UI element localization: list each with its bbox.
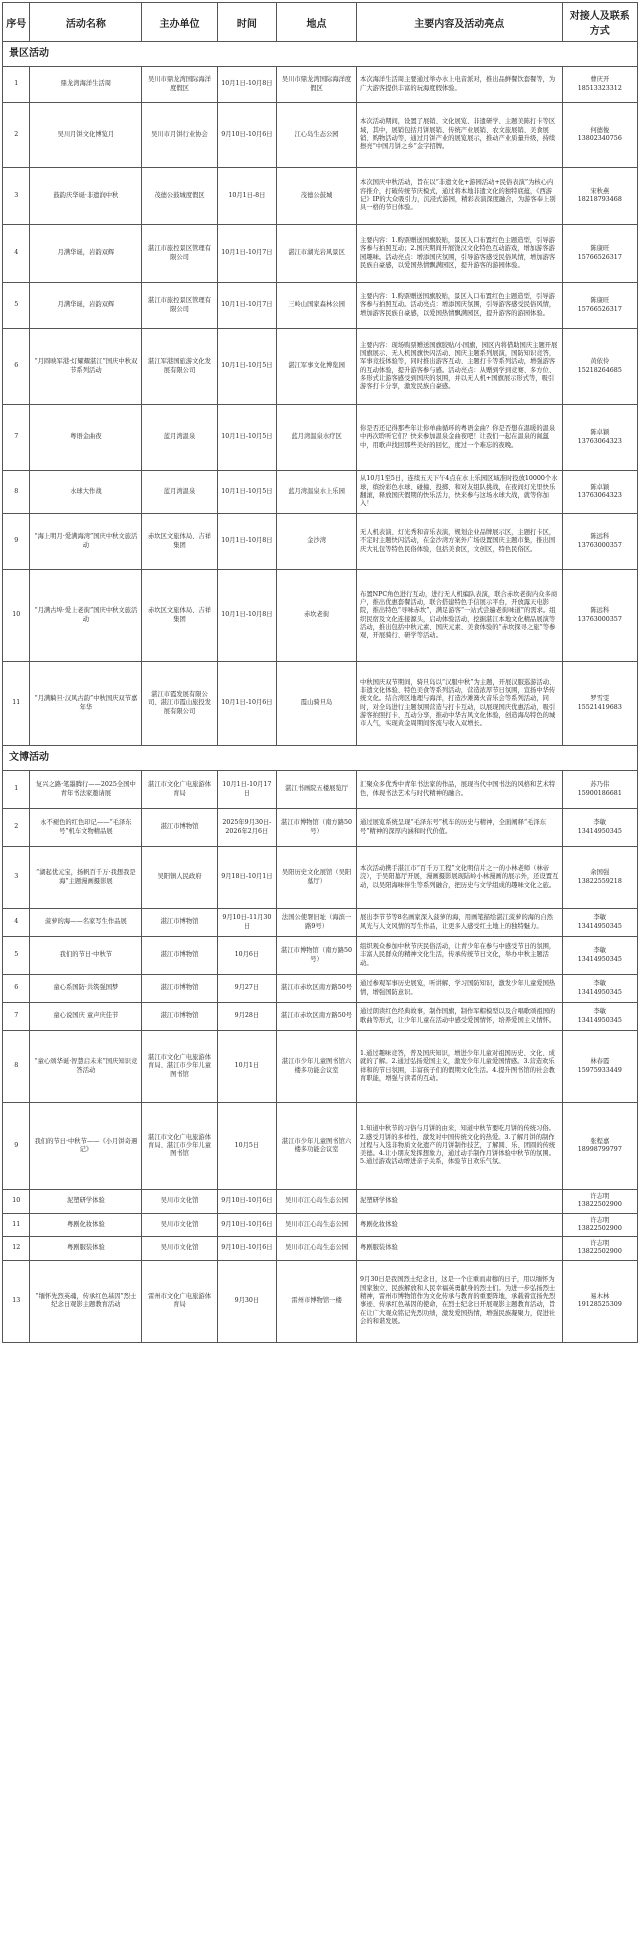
cell-organizer: 湛江市旅控景区管理有限公司 bbox=[142, 283, 217, 329]
contact-phone: 13414950345 bbox=[577, 955, 622, 963]
contact-phone: 13763000357 bbox=[577, 541, 622, 549]
contact-phone: 13822502900 bbox=[577, 1248, 622, 1256]
table-row bbox=[3, 67, 638, 103]
cell-place: 吴川市鼎龙湾国际海洋度假区 bbox=[277, 67, 357, 103]
cell-no: 11 bbox=[3, 1213, 30, 1237]
contact-phone: 13414950345 bbox=[577, 827, 622, 835]
table-row bbox=[3, 471, 638, 514]
contact-name: 苏乃伟 bbox=[590, 781, 610, 789]
contact-name: 曹庆开 bbox=[590, 76, 610, 84]
cell-content: 通过参观军事历史展览，听讲解、学习国防知识，激发少年儿童爱国热情，增强国防意识。 bbox=[357, 975, 563, 1003]
cell-activity-name: 我们的节日·中秋节 bbox=[30, 937, 142, 975]
cell-content: 通过展览系统呈现“毛泽东号”机车的历史与精神，全面阐释“毛泽东号”精神的深厚内涵和时代价值。 bbox=[357, 809, 563, 847]
cell-organizer: 湛江军港国旅游文化发展有限公司 bbox=[142, 329, 217, 405]
contact-phone: 15218264685 bbox=[577, 366, 622, 374]
cell-contact bbox=[562, 471, 637, 514]
cell-organizer: 湛江市博物馆 bbox=[142, 909, 217, 937]
table-header-row bbox=[3, 3, 638, 42]
contact-phone: 13763000357 bbox=[577, 615, 622, 623]
table-row bbox=[3, 570, 638, 662]
cell-contact bbox=[562, 1103, 637, 1190]
contact-name: 易木林 bbox=[590, 1292, 610, 1300]
contact-phone: 15900186681 bbox=[577, 789, 622, 797]
contact-name: 李敏 bbox=[593, 914, 607, 922]
cell-content: 泥塑研学体验 bbox=[357, 1190, 563, 1214]
section-header bbox=[3, 746, 638, 771]
cell-contact bbox=[562, 975, 637, 1003]
section-title: 文博活动 bbox=[3, 746, 638, 771]
cell-content: 展出李节节等8名画家深入菠萝的海，用画笔描绘湛江菠萝的海的自然风光与人文风情的写生作品，让更多人感受红土地上的独特魅力。 bbox=[357, 909, 563, 937]
cell-no: 9 bbox=[3, 1103, 30, 1190]
contact-name: 陈康旺 bbox=[590, 245, 610, 253]
cell-contact bbox=[562, 103, 637, 168]
cell-activity-name: 童心说国庆 童声庆佳节 bbox=[30, 1003, 142, 1031]
cell-no: 9 bbox=[3, 514, 30, 570]
contact-phone: 13414950345 bbox=[577, 1016, 622, 1024]
contact-phone: 15766526317 bbox=[577, 253, 622, 261]
contact-name: 何德俊 bbox=[590, 126, 610, 134]
cell-time: 10月1日 bbox=[217, 1031, 276, 1103]
cell-time: 10月1日-10月6日 bbox=[217, 662, 276, 746]
cell-time: 10月1日-10月5日 bbox=[217, 471, 276, 514]
cell-place: 蓝月湾温泉水疗区 bbox=[277, 405, 357, 471]
table-row bbox=[3, 283, 638, 329]
cell-place: 金沙湾 bbox=[277, 514, 357, 570]
cell-content: 中秋国庆双节期间，骑旦岛以“汉服中秋”为主题，开展汉服巡游活动、非遗文化体验、特色美食等系列活动，营造浓厚节日氛围，宣扬中华传统文化。结合湾区地理与海洋，打造沙滩篝火音乐会等系列活动，同时，对全岛进行主题氛围营造与打卡互动，以展现国庆优惠活动，吸引游客拍照打卡、互动分享，推动中华古风文化体验，创造海岛特色的城市人气，实现黄金周期间客流与收入双增长。 bbox=[357, 662, 563, 746]
cell-organizer: 赤坎区文旅体局、吉祥集团 bbox=[142, 514, 217, 570]
header-no: 序号 bbox=[3, 3, 30, 42]
contact-name: 余国强 bbox=[590, 869, 610, 877]
cell-activity-name: 月满华诞，岩韵双辉 bbox=[30, 225, 142, 283]
contact-name: 许志明 bbox=[590, 1240, 610, 1248]
contact-phone: 15521419683 bbox=[577, 703, 622, 711]
contact-phone: 13763064323 bbox=[577, 437, 622, 445]
cell-organizer: 湛江市博物馆 bbox=[142, 937, 217, 975]
cell-activity-name: 吴川月饼文化博览月 bbox=[30, 103, 142, 168]
cell-organizer: 湛江市文化广电旅游体育局、湛江市少年儿童图书馆 bbox=[142, 1103, 217, 1190]
cell-no: 12 bbox=[3, 1237, 30, 1261]
cell-time: 10月1日-10月7日 bbox=[217, 283, 276, 329]
cell-time: 9月10日-10月6日 bbox=[217, 103, 276, 168]
cell-content: 本次海洋生活周主要通过举办水上电音派对，推出品鲜餐饮套餐等，为广大游客提供丰富的玩海度假体验。 bbox=[357, 67, 563, 103]
cell-time: 9月10日-10月6日 bbox=[217, 1237, 276, 1261]
cell-organizer: 吴川市文化馆 bbox=[142, 1190, 217, 1214]
contact-phone: 13763064323 bbox=[577, 492, 622, 499]
cell-contact bbox=[562, 405, 637, 471]
cell-activity-name: “海上明月·爱满海湾”国庆中秋文旅活动 bbox=[30, 514, 142, 570]
table-row bbox=[3, 329, 638, 405]
cell-no: 6 bbox=[3, 329, 30, 405]
contact-name: 陈卓颖 bbox=[590, 429, 610, 437]
cell-organizer: 雷州市文化广电旅游体育局 bbox=[142, 1260, 217, 1342]
cell-activity-name: 粤剧服装体验 bbox=[30, 1237, 142, 1261]
cell-content: 无人机表演、灯光秀和音乐表演，规划企业品牌展示区，主题打卡区，不定时主题快闪活动，在金沙湾方案外广场设置国庆主题市集，推出国庆大礼包等特色民俗体验，包括美食区，文创区，特色民俗区。 bbox=[357, 514, 563, 570]
contact-phone: 18998799797 bbox=[577, 1146, 622, 1153]
contact-name: 许志明 bbox=[590, 1216, 610, 1224]
cell-time: 10月1日-10月8日 bbox=[217, 570, 276, 662]
cell-organizer: 吴阳镇人民政府 bbox=[142, 847, 217, 909]
cell-no: 2 bbox=[3, 809, 30, 847]
cell-contact bbox=[562, 329, 637, 405]
activity-table bbox=[2, 2, 638, 1343]
cell-place: 湛江军事文化博览园 bbox=[277, 329, 357, 405]
cell-place: 湛江市博物馆（南方路50号） bbox=[277, 937, 357, 975]
table-row bbox=[3, 514, 638, 570]
cell-no: 7 bbox=[3, 1003, 30, 1031]
cell-contact bbox=[562, 168, 637, 225]
cell-organizer: 湛江市霞发展有限公司、湛江市霞山旅投发展有限公司 bbox=[142, 662, 217, 746]
cell-time: 9月30日 bbox=[217, 1260, 276, 1342]
cell-content: 9月30日是我国烈士纪念日，这是一个庄重而肃穆的日子，用以缅怀为国家独立、民族解放和人民幸福英勇献身的烈士们。为进一步弘扬烈士精神，雷州市博物馆作为文化传承与教育的重要阵地，承载着宣扬先烈事迹、传承红色基因的使命，在烈士纪念日开展观影主题教育活动，旨在让广大观众铭记先烈功绩，激发爱国热情，增强民族凝聚力，促进社会的和谐发展。 bbox=[357, 1260, 563, 1342]
contact-phone: 15975933449 bbox=[577, 1066, 622, 1074]
cell-no: 5 bbox=[3, 283, 30, 329]
contact-name: 陈卓颖 bbox=[590, 483, 610, 491]
cell-no: 6 bbox=[3, 975, 30, 1003]
cell-organizer: 吴川市文化馆 bbox=[142, 1237, 217, 1261]
cell-content: 主要内容：1.购票赠送国旗胶贴，景区入口布置红色主题造型，引导游客参与拍照互动。活动亮点：增添国庆氛围，引导游客感受民俗风情，增加游客民族自豪感，以爱国热情飘满园区，提升游客的游园体验。 bbox=[357, 283, 563, 329]
cell-content: 粤剧化妆体验 bbox=[357, 1213, 563, 1237]
contact-phone: 13822502900 bbox=[577, 1224, 622, 1232]
cell-time: 10月1日-10月8日 bbox=[217, 67, 276, 103]
table-row bbox=[3, 225, 638, 283]
cell-content: 主要内容：现场购票赠送国旗胶贴/小国旗，园区内将借助国庆主题开展国旗展示、无人机国旗快闪活动、国庆主题系列展演，国防知识竞答，军事竞技体验等，同时推出游客互动、主题打卡等系列活动，增强游客的互动体验，提升游客参与感。活动亮点：从赠到学到竞赛、多方位、多形式让游客感受到国庆的氛围，并以无人机+国旗展示形式等，吸引游客打卡分享，激发民族自豪感。 bbox=[357, 329, 563, 405]
cell-no: 11 bbox=[3, 662, 30, 746]
cell-organizer: 蓝月湾温泉 bbox=[142, 471, 217, 514]
cell-contact bbox=[562, 1190, 637, 1214]
cell-activity-name: “湖起优元宝，扬帆百千万·我想我是海”主题漫画摄影展 bbox=[30, 847, 142, 909]
cell-content: 布置NPC角色进行互动，进行无人机编队表演，联合赤坎老街内众多商户，推出优惠套餐活动，联合搭建特色手信展示平台，开放露天电影院，推出特色“寻味赤坎”，满足游客“一站式尝遍老街味道”的需求。组织民宿及文化连接源头，启动体验活动，挖掘湛江本地文化精品展演等活动，推出包括中秋元素、国庆元素、美食体验的“赤坎探寻之旅”等参观，开展骑行、研学等活动。 bbox=[357, 570, 563, 662]
header-content: 主要内容及活动亮点 bbox=[357, 3, 563, 42]
cell-time: 10月1日-10月5日 bbox=[217, 405, 276, 471]
cell-time: 10月1日-8日 bbox=[217, 168, 276, 225]
cell-contact bbox=[562, 662, 637, 746]
cell-content: 主要内容：1.购票赠送国旗胶贴，景区入口布置红色主题造型，引导游客参与拍照互动；2.国庆期间开展饶汉文化特色互动游戏，增加游客游园趣味。活动亮点：增添国庆氛围，引导游客感受民俗风情，增加游客民族自豪感，以爱国热情飘满园区，提升游客的游园体验。 bbox=[357, 225, 563, 283]
cell-place: 吴川市江心岛生态公园 bbox=[277, 1213, 357, 1237]
header-contact: 对接人及联系方式 bbox=[562, 3, 637, 42]
cell-content: 1.通过趣味竞答，普及国庆知识，增进少年儿童对祖国历史、文化、成就的了解。2.通过弘扬爱国主义，激发少年儿童爱国情感。3.营造欢乐祥和的节日氛围，丰富孩子们的假期文化生活。4.提升图书馆的社会教育职能，增强与读者的互动。 bbox=[357, 1031, 563, 1103]
header-place: 地点 bbox=[277, 3, 357, 42]
cell-time: 10月5日 bbox=[217, 1103, 276, 1190]
cell-activity-name: 鼓韵庆华诞·非遗润中秋 bbox=[30, 168, 142, 225]
table-body bbox=[3, 42, 638, 1343]
cell-place: 湛江市赤坎区南方路50号 bbox=[277, 1003, 357, 1031]
contact-phone: 19128525309 bbox=[577, 1301, 622, 1309]
cell-content: 组织观众参加中秋节庆民俗活动，让青少年在参与中感受节日的氛围，丰富人民群众的精神文化生活，传承传统节日文化，举办中秋主题活动。 bbox=[357, 937, 563, 975]
cell-contact bbox=[562, 847, 637, 909]
contact-name: 李敏 bbox=[593, 980, 607, 988]
cell-no: 10 bbox=[3, 570, 30, 662]
table-row bbox=[3, 662, 638, 746]
contact-name: 张程嘉 bbox=[590, 1137, 610, 1145]
cell-time: 9月10日-10月6日 bbox=[217, 1213, 276, 1237]
cell-no: 3 bbox=[3, 168, 30, 225]
cell-content: 本次国庆中秋活动，旨在以“非遗文化+游园活动+民俗表演”为核心内容推介，打破传统节庆模式，通过将本地非遗文化的独特底蕴，《西游记》IP的大众吸引力，沉浸式游园，精彩表演深度融合，为游客奉上别具一格的节日体验。 bbox=[357, 168, 563, 225]
table-row bbox=[3, 1213, 638, 1237]
cell-time: 10月1日-10月7日 bbox=[217, 225, 276, 283]
cell-contact bbox=[562, 67, 637, 103]
cell-time: 10月1日-10月17日 bbox=[217, 771, 276, 809]
section-header bbox=[3, 42, 638, 67]
table-row bbox=[3, 771, 638, 809]
table-row bbox=[3, 975, 638, 1003]
cell-content: 通过朗读红色经典故事，制作国旗，制作军帽模型以及合唱歌颂祖国的歌曲等形式，让少年儿童在活动中感受爱国情怀，培养爱国主义情怀。 bbox=[357, 1003, 563, 1031]
cell-organizer: 湛江市文化广电旅游体育局、湛江市少年儿童图书馆 bbox=[142, 1031, 217, 1103]
cell-organizer: 湛江市博物馆 bbox=[142, 809, 217, 847]
cell-organizer: 吴川市文化馆 bbox=[142, 1213, 217, 1237]
cell-time: 9月27日 bbox=[217, 975, 276, 1003]
cell-no: 4 bbox=[3, 225, 30, 283]
table-row bbox=[3, 909, 638, 937]
cell-activity-name: 复兴之路·笔墨腾行——2025全国中青年书法家邀请展 bbox=[30, 771, 142, 809]
cell-place: 吴川市江心岛生态公园 bbox=[277, 1190, 357, 1214]
contact-phone: 15766526317 bbox=[577, 305, 622, 313]
cell-no: 5 bbox=[3, 937, 30, 975]
cell-contact bbox=[562, 1003, 637, 1031]
cell-activity-name: 鼎龙湾海洋生活周 bbox=[30, 67, 142, 103]
cell-no: 3 bbox=[3, 847, 30, 909]
cell-contact bbox=[562, 1213, 637, 1237]
contact-phone: 18513323312 bbox=[577, 84, 622, 92]
cell-no: 8 bbox=[3, 1031, 30, 1103]
cell-activity-name: “缅怀先烈英魂，传承红色基因”烈士纪念日观影主题教育活动 bbox=[30, 1260, 142, 1342]
contact-phone: 13822559218 bbox=[577, 877, 622, 885]
table-row bbox=[3, 405, 638, 471]
cell-no: 1 bbox=[3, 67, 30, 103]
contact-name: 许志明 bbox=[590, 1193, 610, 1200]
contact-phone: 13414950345 bbox=[577, 922, 622, 930]
contact-name: 李敏 bbox=[593, 819, 607, 827]
cell-place: 吴阳历史文化展馆（吴阳墓厅） bbox=[277, 847, 357, 909]
cell-no: 8 bbox=[3, 471, 30, 514]
cell-activity-name: 泥塑研学体验 bbox=[30, 1190, 142, 1214]
contact-name: 陈康旺 bbox=[590, 297, 610, 305]
table-row bbox=[3, 103, 638, 168]
cell-content: 汇聚众多优秀中青年书法家的作品，展现当代中国书法的风格和艺术特色，体现书法艺术与时代精神的融合。 bbox=[357, 771, 563, 809]
table-row bbox=[3, 168, 638, 225]
contact-name: 陈远科 bbox=[590, 607, 610, 615]
cell-organizer: 茂德公鼓城度假区 bbox=[142, 168, 217, 225]
header-name: 活动名称 bbox=[30, 3, 142, 42]
cell-content: 你是否还记得那些年让你单曲循环的粤语金曲？你是否想在温暖的温泉中再次聆听它们？快来参加温泉金曲夜吧！让我们一起在温泉的氤氲中，用歌声找回那些美好的回忆，度过一个难忘的夜晚。 bbox=[357, 405, 563, 471]
cell-place: 赤坎老街 bbox=[277, 570, 357, 662]
table-row bbox=[3, 1237, 638, 1261]
cell-activity-name: 粤语金曲夜 bbox=[30, 405, 142, 471]
contact-name: 陈远科 bbox=[590, 533, 610, 541]
cell-place: 蓝月湾温泉水上乐园 bbox=[277, 471, 357, 514]
cell-activity-name: 童心系国防·共筑强国梦 bbox=[30, 975, 142, 1003]
cell-place: 吴川市江心岛生态公园 bbox=[277, 1237, 357, 1261]
table-row bbox=[3, 1103, 638, 1190]
contact-name: 黄依伶 bbox=[590, 358, 610, 366]
contact-name: 李敏 bbox=[593, 947, 607, 955]
cell-organizer: 吴川市鼎龙湾国际海洋度假区 bbox=[142, 67, 217, 103]
cell-activity-name: 永不褪色的红色印记——“毛泽东号”机车文物精品展 bbox=[30, 809, 142, 847]
cell-content: 1.知道中秋节的习俗与月饼的由来，知道中秋节要吃月饼的传统习俗。2.感受月饼的多样性，激发对中国传统文化的热爱。3.了解月饼的制作过程与入选非物质文化遗产的月饼制作技艺，了解圆、乐、团圆的传统美德。4.让小朋友发挥想象力，通过动手制作月饼体验中秋节的氛围。5.通过游戏活动增进亲子关系，体验节日欢乐气氛。 bbox=[357, 1103, 563, 1190]
cell-time: 9月18日-10月1日 bbox=[217, 847, 276, 909]
cell-organizer: 吴川市月饼行业协会 bbox=[142, 103, 217, 168]
header-time: 时间 bbox=[217, 3, 276, 42]
contact-name: 林春霞 bbox=[590, 1058, 610, 1066]
cell-organizer: 湛江市旅控景区管理有限公司 bbox=[142, 225, 217, 283]
cell-time: 9月10日-10月6日 bbox=[217, 1190, 276, 1214]
section-title: 景区活动 bbox=[3, 42, 638, 67]
cell-no: 2 bbox=[3, 103, 30, 168]
cell-contact bbox=[562, 1237, 637, 1261]
table-row bbox=[3, 1031, 638, 1103]
table-row bbox=[3, 937, 638, 975]
cell-organizer: 湛江市博物馆 bbox=[142, 1003, 217, 1031]
header-organizer: 主办单位 bbox=[142, 3, 217, 42]
cell-time: 9月10日-11月30日 bbox=[217, 909, 276, 937]
cell-place: 湛江市博物馆（南方路50号） bbox=[277, 809, 357, 847]
cell-contact bbox=[562, 809, 637, 847]
cell-no: 4 bbox=[3, 909, 30, 937]
cell-content: 从10月1至5日，连续五天下午4点在水上乐园区域准时投放10000个水球，缤纷彩色水球、碰撞、投掷、和对友组队挑战，在夜间灯光里快乐翻滚，释放国庆假期的快乐活力，快来参与这场水球大战，就等你加入！ bbox=[357, 471, 563, 514]
cell-time: 10月6日 bbox=[217, 937, 276, 975]
cell-place: 湛江书画院五楼展览厅 bbox=[277, 771, 357, 809]
cell-place: 茂德公鼓城 bbox=[277, 168, 357, 225]
cell-time: 9月28日 bbox=[217, 1003, 276, 1031]
cell-place: 湛江市湖光岩风景区 bbox=[277, 225, 357, 283]
cell-time: 10月1日-10月5日 bbox=[217, 329, 276, 405]
cell-activity-name: “月满騎旦·汉风古韵”中秋国庆双节嘉年华 bbox=[30, 662, 142, 746]
cell-no: 10 bbox=[3, 1190, 30, 1214]
cell-place: 霞山骑旦岛 bbox=[277, 662, 357, 746]
contact-name: 罗雪雯 bbox=[590, 695, 610, 703]
cell-organizer: 蓝月湾温泉 bbox=[142, 405, 217, 471]
cell-contact bbox=[562, 1260, 637, 1342]
cell-contact bbox=[562, 570, 637, 662]
cell-place: 法国公使署旧址（海滨一路9号） bbox=[277, 909, 357, 937]
contact-phone: 13414950345 bbox=[577, 988, 622, 996]
cell-activity-name: 粤剧化妆体验 bbox=[30, 1213, 142, 1237]
cell-content: 本次活动携手湛江市“百千万工程”文化明信片之一的小林老师（林帝浣），于吴阳墓厅开展，漫画摄影展现陆岭小林漫画的展示外，还设置互动，以吴阳海味伴生等系列融合，把历史与文学组成的趣味文化之旅。 bbox=[357, 847, 563, 909]
cell-organizer: 赤坎区文旅体局、吉祥集团 bbox=[142, 570, 217, 662]
cell-time: 2025年9月30日-2026年2月6日 bbox=[217, 809, 276, 847]
cell-contact bbox=[562, 514, 637, 570]
table-row bbox=[3, 809, 638, 847]
cell-place: 雷州市博物馆一楼 bbox=[277, 1260, 357, 1342]
cell-activity-name: 月满华诞，岩韵双辉 bbox=[30, 283, 142, 329]
cell-contact bbox=[562, 225, 637, 283]
table-row bbox=[3, 847, 638, 909]
table-row bbox=[3, 1003, 638, 1031]
cell-place: 湛江市赤坎区南方路50号 bbox=[277, 975, 357, 1003]
cell-contact bbox=[562, 283, 637, 329]
cell-activity-name: “童心颂华诞·智慧启未来”国庆知识竞答活动 bbox=[30, 1031, 142, 1103]
table-row bbox=[3, 1190, 638, 1214]
cell-place: 江心岛生态公园 bbox=[277, 103, 357, 168]
contact-phone: 13802340756 bbox=[577, 135, 622, 142]
cell-no: 1 bbox=[3, 771, 30, 809]
cell-activity-name: “月满古埠·爱上老街”国庆中秋文旅活动 bbox=[30, 570, 142, 662]
cell-organizer: 湛江市博物馆 bbox=[142, 975, 217, 1003]
cell-contact bbox=[562, 909, 637, 937]
cell-contact bbox=[562, 937, 637, 975]
contact-phone: 18218793468 bbox=[577, 196, 622, 203]
cell-contact bbox=[562, 771, 637, 809]
cell-no: 13 bbox=[3, 1260, 30, 1342]
cell-time: 10月1日-10月8日 bbox=[217, 514, 276, 570]
contact-name: 宋秋燕 bbox=[590, 187, 610, 195]
contact-phone: 13822502900 bbox=[577, 1201, 622, 1209]
cell-place: 湛江市少年儿童图书馆六楼多功能会议室 bbox=[277, 1103, 357, 1190]
cell-activity-name: 水球大作战 bbox=[30, 471, 142, 514]
cell-place: 三岭山国家森林公园 bbox=[277, 283, 357, 329]
cell-activity-name: 我们的节日·中秋节——《小月饼奇遇记》 bbox=[30, 1103, 142, 1190]
cell-organizer: 湛江市文化广电旅游体育局 bbox=[142, 771, 217, 809]
cell-content: 本次活动期间，设置了展销、文化展览、非遗研学、主题美陈打卡等区域，其中，展销包括月饼展销、传统产业展销、农文旅展销、美食展销、购物活动等，通过月饼产业的展览展示，推动产业质量升级，持续擦亮“中国月饼之乡”金字招牌。 bbox=[357, 103, 563, 168]
cell-activity-name: 菠萝的海——名家写生作品展 bbox=[30, 909, 142, 937]
table-row bbox=[3, 1260, 638, 1342]
cell-activity-name: “月圆映军港·灯耀耀湛江”国庆中秋双节系列活动 bbox=[30, 329, 142, 405]
cell-place: 湛江市少年儿童图书馆六楼多功能会议室 bbox=[277, 1031, 357, 1103]
cell-content: 粤剧服装体验 bbox=[357, 1237, 563, 1261]
cell-contact bbox=[562, 1031, 637, 1103]
cell-no: 7 bbox=[3, 405, 30, 471]
contact-name: 李敏 bbox=[593, 1008, 607, 1016]
